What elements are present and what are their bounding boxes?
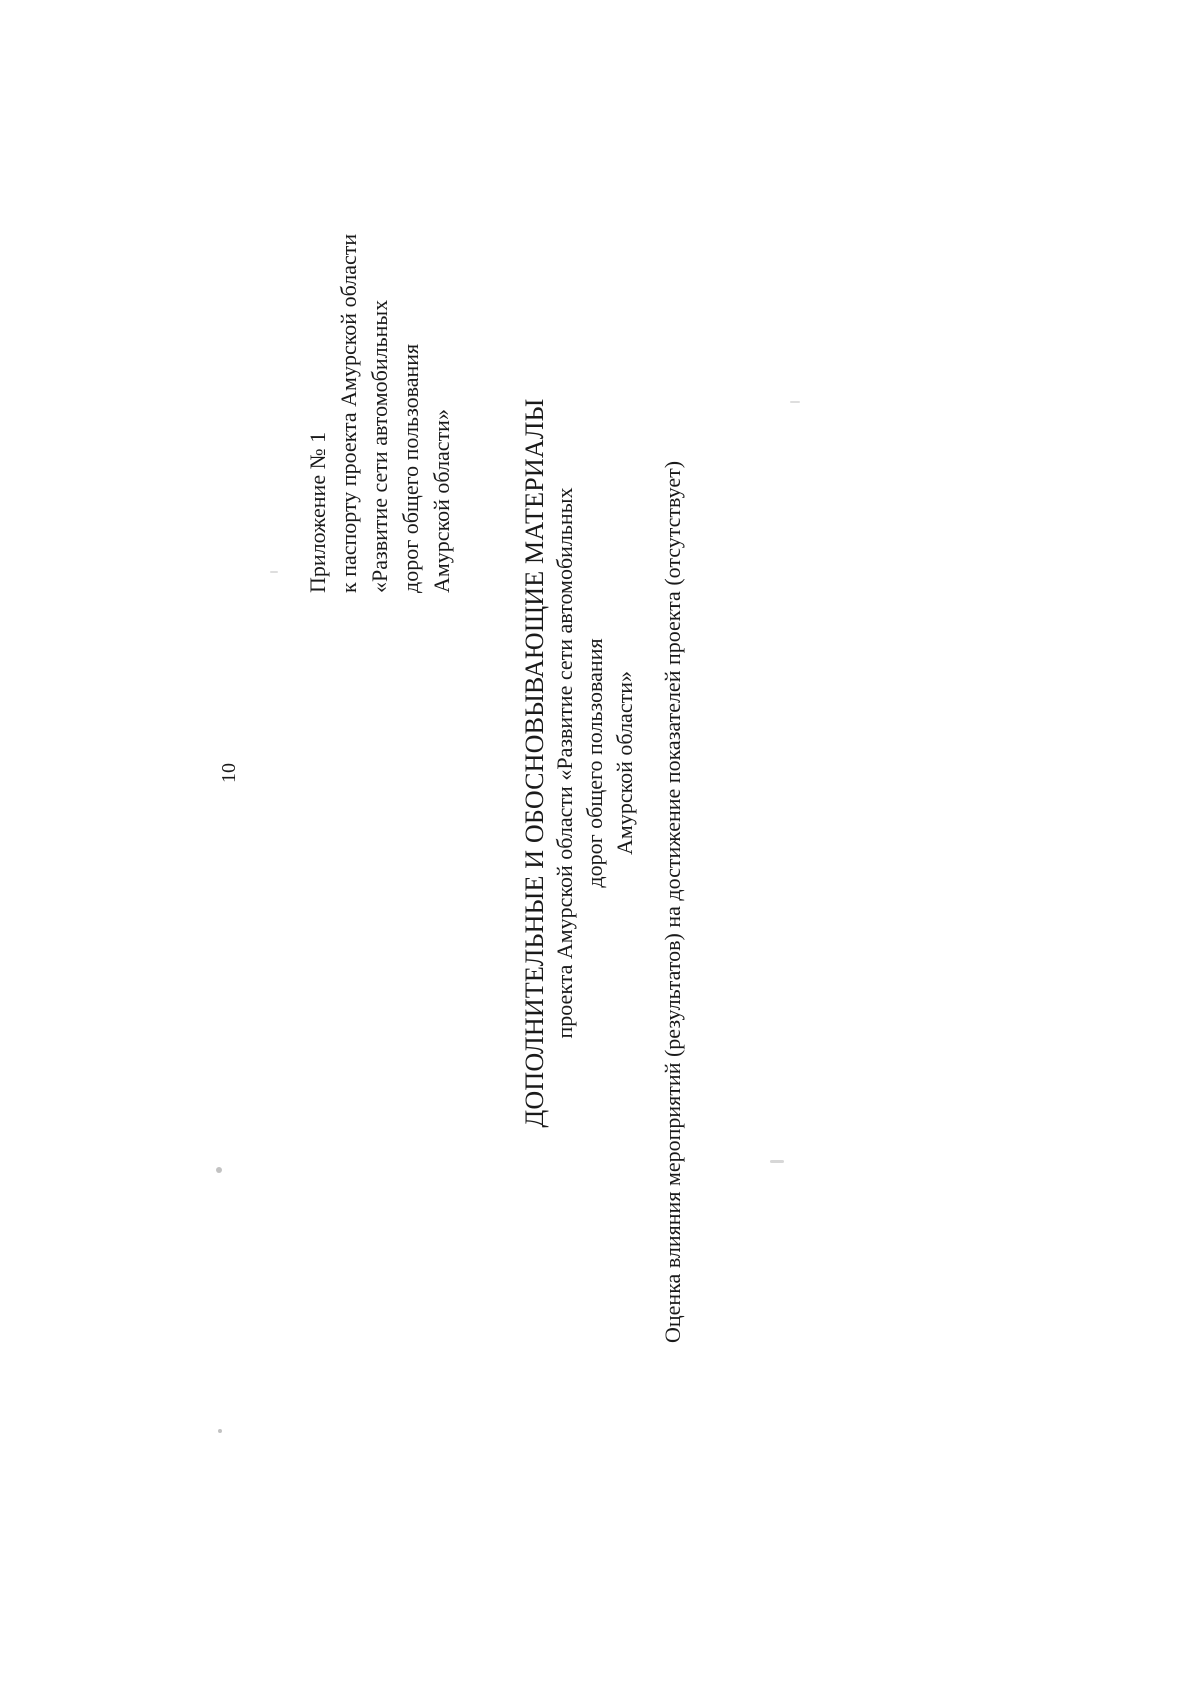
- rotated-landscape-content: [110, 103, 1090, 1603]
- scan-speck: [790, 401, 800, 403]
- document-title: [520, 353, 640, 1173]
- title-line: Амурской области»: [612, 671, 637, 855]
- annex-line: к паспорту проекта Амурской области: [336, 233, 361, 593]
- title-subtitle: [550, 353, 640, 1173]
- annex-line: «Развитие сети автомобильных: [367, 299, 392, 593]
- page-number: 10: [218, 763, 240, 783]
- annex-block: [302, 113, 457, 593]
- annex-line: Амурской области»: [429, 409, 454, 593]
- title-line: дорог общего пользования: [582, 638, 607, 888]
- scan-speck: [216, 1167, 222, 1173]
- scan-speck: [218, 1429, 222, 1433]
- scan-speck: [270, 571, 278, 573]
- assessment-statement: Оценка влияния мероприятий (результатов) на достижение показателей проекта (отсутствует): [660, 460, 685, 1343]
- title-heading: ДОПОЛНИТЕЛЬНЫЕ И ОБОСНОВЫВАЮЩИЕ МАТЕРИАЛЫ: [520, 398, 549, 1128]
- scan-speck: [770, 1160, 784, 1163]
- title-line: проекта Амурской области «Развитие сети автомобильных: [552, 487, 577, 1039]
- annex-line: Приложение № 1: [305, 431, 330, 593]
- annex-line: дорог общего пользования: [398, 343, 423, 593]
